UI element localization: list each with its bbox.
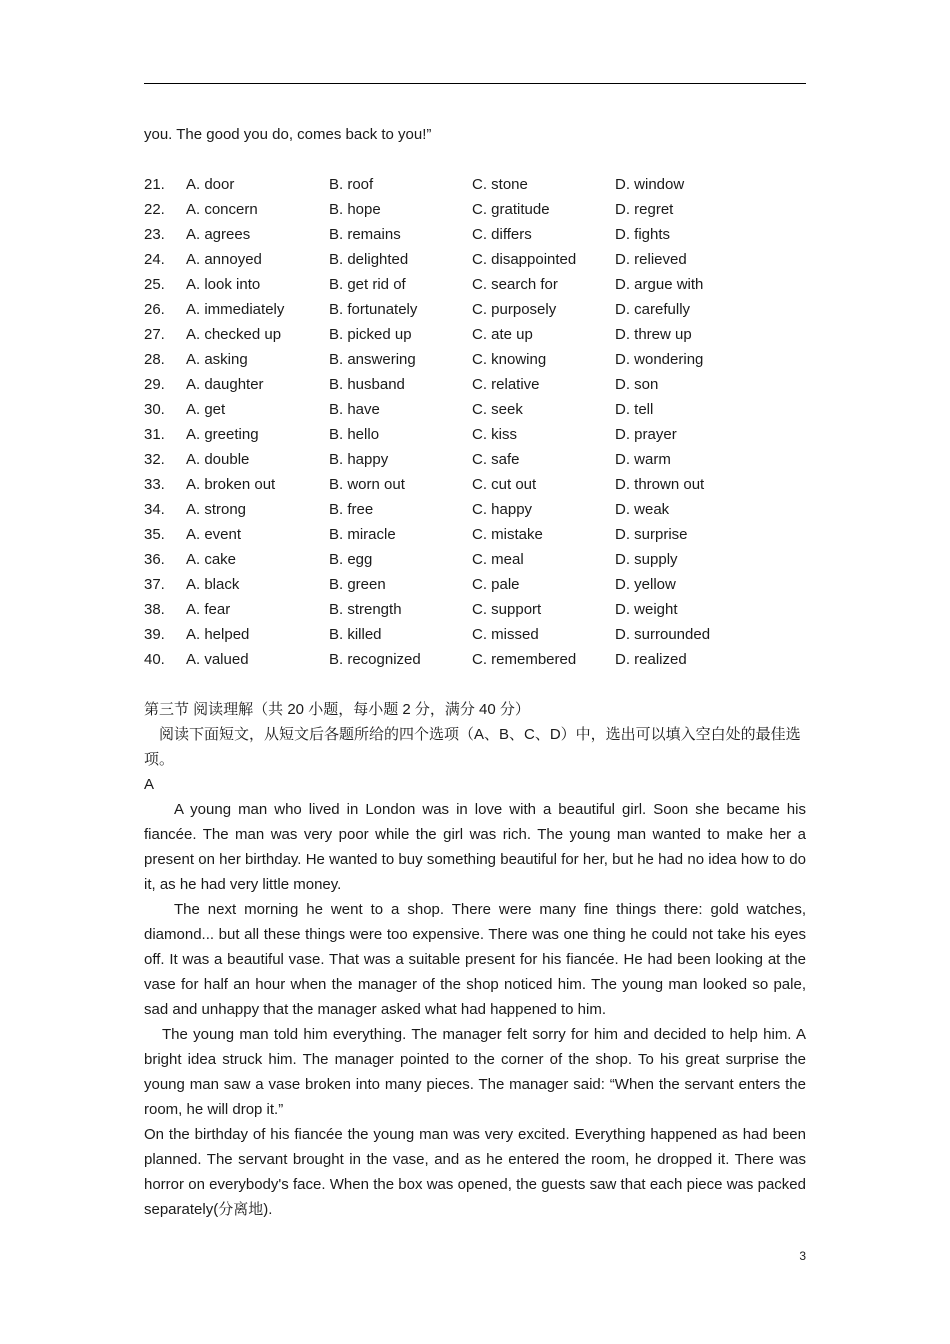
option-b: B. killed [329, 626, 382, 643]
option-d: D. supply [615, 551, 678, 568]
option-b: B. recognized [329, 651, 421, 668]
question-number: 39. [144, 626, 165, 643]
option-c: C. kiss [472, 426, 517, 443]
question-number: 24. [144, 251, 165, 268]
option-c: C. knowing [472, 351, 547, 368]
question-number: 25. [144, 276, 165, 293]
option-d: D. son [615, 376, 659, 393]
option-row [144, 247, 806, 272]
passage-paragraph: A young man who lived in London was in love with a beautiful girl. Soon she became his fiancée. The man was very poor while the girl was rich. The young man wanted to make her a present on her birthday. He wanted to buy something beautiful for her, but he had no idea how to do it, as he had very little money. [144, 801, 806, 893]
option-a: A. event [186, 526, 242, 543]
option-c: C. stone [472, 176, 528, 193]
option-row [144, 297, 806, 322]
option-a: A. concern [186, 201, 258, 218]
option-a: A. strong [186, 501, 247, 518]
option-b: B. hope [329, 201, 381, 218]
option-a: A. checked up [186, 326, 282, 343]
question-number: 34. [144, 501, 165, 518]
option-b: B. have [329, 401, 380, 418]
option-a: A. valued [186, 651, 249, 668]
option-a: A. double [186, 451, 250, 468]
option-d: D. thrown out [615, 476, 705, 493]
option-row [144, 347, 806, 372]
option-c: C. purposely [472, 301, 557, 318]
option-d: D. carefully [615, 301, 691, 318]
question-number: 27. [144, 326, 165, 343]
option-a: A. cake [186, 551, 237, 568]
option-b: B. picked up [329, 326, 412, 343]
question-number: 23. [144, 226, 165, 243]
question-number: 29. [144, 376, 165, 393]
option-c: C. gratitude [472, 201, 550, 218]
option-row [144, 647, 806, 672]
option-a: A. immediately [186, 301, 285, 318]
passage-label: A [144, 776, 155, 793]
option-d: D. window [615, 176, 685, 193]
option-d: D. surrounded [615, 626, 711, 643]
page-content [144, 122, 806, 1222]
option-row [144, 422, 806, 447]
option-d: D. weak [615, 501, 670, 518]
option-c: C. ate up [472, 326, 533, 343]
option-a: A. fear [186, 601, 231, 618]
option-d: D. prayer [615, 426, 677, 443]
passage-paragraph: On the birthday of his fiancée the young man was very excited. Everything happened as had been planned. The servant brought in the vase, and as he entered the room, he dropped it. There was horror on everybody's face. When the box was opened, the guests saw that each piece was packed separately(分离地). [144, 1126, 806, 1218]
option-b: B. delighted [329, 251, 409, 268]
option-a: A. look into [186, 276, 261, 293]
option-c: C. happy [472, 501, 533, 518]
option-row [144, 497, 806, 522]
option-c: C. safe [472, 451, 520, 468]
option-c: C. relative [472, 376, 540, 393]
option-a: A. broken out [186, 476, 276, 493]
option-c: C. pale [472, 576, 520, 593]
option-d: D. threw up [615, 326, 692, 343]
option-c: C. differs [472, 226, 532, 243]
option-row [144, 397, 806, 422]
option-d: D. warm [615, 451, 671, 468]
question-number: 30. [144, 401, 165, 418]
question-number: 21. [144, 176, 165, 193]
question-number: 36. [144, 551, 165, 568]
option-row [144, 197, 806, 222]
option-a: A. daughter [186, 376, 264, 393]
option-row [144, 572, 806, 597]
question-number: 40. [144, 651, 165, 668]
cloze-options-list [144, 172, 806, 672]
question-number: 28. [144, 351, 165, 368]
option-a: A. get [186, 401, 226, 418]
option-c: C. missed [472, 626, 539, 643]
option-b: B. strength [329, 601, 402, 618]
option-row [144, 322, 806, 347]
option-a: A. helped [186, 626, 250, 643]
passage-paragraph: The young man told him everything. The manager felt sorry for him and decided to help him. A bright idea struck him. The manager pointed to the corner of the shop. To his great surprise the young man saw a vase broken into many pieces. The manager said: “When the servant enters the room, he will drop it.” [144, 1026, 806, 1118]
option-c: C. search for [472, 276, 558, 293]
passage-paragraph: The next morning he went to a shop. There were many fine things there: gold watches, diamond... but all these things were too expensive. There was one thing he could not take his eyes off. It was a beautiful vase. That was a suitable present for his fiancée. He had been looking at the vase for half an hour when the manager of the shop noticed him. The young man looked so pale, sad and unhappy that the manager asked what had happened to him. [144, 901, 806, 1018]
option-b: B. happy [329, 451, 389, 468]
question-number: 33. [144, 476, 165, 493]
option-c: C. disappointed [472, 251, 577, 268]
option-a: A. black [186, 576, 240, 593]
option-row [144, 272, 806, 297]
option-b: B. worn out [329, 476, 405, 493]
option-b: B. roof [329, 176, 374, 193]
option-b: B. hello [329, 426, 380, 443]
option-d: D. fights [615, 226, 671, 243]
option-c: C. cut out [472, 476, 537, 493]
option-row [144, 222, 806, 247]
option-c: C. seek [472, 401, 523, 418]
option-d: D. tell [615, 401, 654, 418]
option-b: B. answering [329, 351, 416, 368]
option-d: D. wondering [615, 351, 704, 368]
option-b: B. free [329, 501, 374, 518]
section-instruction: 阅读下面短文，从短文后各题所给的四个选项（A、B、C、D）中，选出可以填入空白处的最佳选项。 [144, 726, 801, 768]
page-number: 3 [799, 1249, 806, 1263]
option-b: B. miracle [329, 526, 396, 543]
option-d: D. relieved [615, 251, 687, 268]
lead-line: you. The good you do, comes back to you!” [144, 126, 432, 143]
option-b: B. remains [329, 226, 401, 243]
option-row [144, 597, 806, 622]
option-row [144, 547, 806, 572]
option-b: B. egg [329, 551, 373, 568]
option-row [144, 522, 806, 547]
option-b: B. fortunately [329, 301, 418, 318]
header-rule [144, 83, 806, 84]
question-number: 35. [144, 526, 165, 543]
option-d: D. realized [615, 651, 687, 668]
option-d: D. yellow [615, 576, 676, 593]
question-number: 26. [144, 301, 165, 318]
question-number: 31. [144, 426, 165, 443]
question-number: 37. [144, 576, 165, 593]
option-b: B. green [329, 576, 386, 593]
section-heading: 第三节 阅读理解（共 20 小题，每小题 2 分，满分 40 分） [144, 701, 530, 718]
option-b: B. get rid of [329, 276, 406, 293]
option-d: D. weight [615, 601, 678, 618]
option-c: C. meal [472, 551, 524, 568]
option-row [144, 172, 806, 197]
option-d: D. regret [615, 201, 674, 218]
option-c: C. remembered [472, 651, 577, 668]
question-number: 22. [144, 201, 165, 218]
option-b: B. husband [329, 376, 405, 393]
option-a: A. door [186, 176, 235, 193]
option-c: C. mistake [472, 526, 543, 543]
option-row [144, 622, 806, 647]
option-c: C. support [472, 601, 542, 618]
question-number: 32. [144, 451, 165, 468]
option-a: A. annoyed [186, 251, 262, 268]
question-number: 38. [144, 601, 165, 618]
option-a: A. asking [186, 351, 248, 368]
option-row [144, 372, 806, 397]
option-a: A. agrees [186, 226, 251, 243]
option-d: D. surprise [615, 526, 688, 543]
option-row [144, 447, 806, 472]
option-d: D. argue with [615, 276, 704, 293]
option-row [144, 472, 806, 497]
option-a: A. greeting [186, 426, 259, 443]
